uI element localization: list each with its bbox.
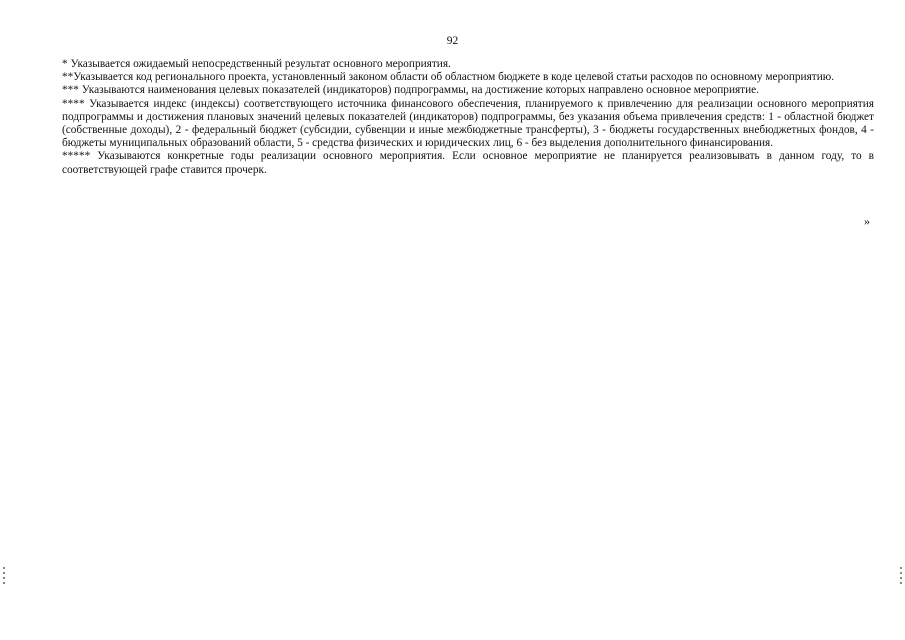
right-edge-mark bbox=[900, 567, 902, 587]
left-edge-mark bbox=[3, 567, 5, 587]
closing-quote-mark: » bbox=[864, 214, 870, 228]
footnote-5: ***** Указываются конкретные годы реализации основного мероприятия. Если основное мероприятие не планируется реализовывать в данном году, то в соответствующей графе ставится прочерк. bbox=[62, 150, 874, 176]
footnote-1: * Указывается ожидаемый непосредственный результат основного мероприятия. bbox=[62, 58, 451, 70]
footnote-4: **** Указывается индекс (индексы) соответствующего источника финансового обеспечения, планируемого к привлечению для реализации основного мероприятия подпрограммы и достижения плановых значений целевых показателей (индикаторов) подпрограммы, без указания объема привлечения средств: 1 - областной бюджет (собственные доходы), 2 - федеральный бюджет (субсидии, субвенции и иные межбюджетные трансферты), 3 - бюджеты государственных внебюджетных фондов, 4 - бюджеты муниципальных образований области, 5 - средства физических и юридических лиц, 6 - без выделения дополнительного финансирования. bbox=[62, 97, 874, 150]
footnote-2: **Указывается код регионального проекта, установленный законом области об областном бюджете в коде целевой статьи расходов по основному мероприятию. bbox=[62, 71, 835, 84]
page-number: 92 bbox=[446, 35, 459, 47]
footnote-3: *** Указываются наименования целевых показателей (индикаторов) подпрограммы, на достижение которых направлено основное мероприятие. bbox=[62, 84, 760, 97]
footnotes-block bbox=[62, 58, 874, 177]
